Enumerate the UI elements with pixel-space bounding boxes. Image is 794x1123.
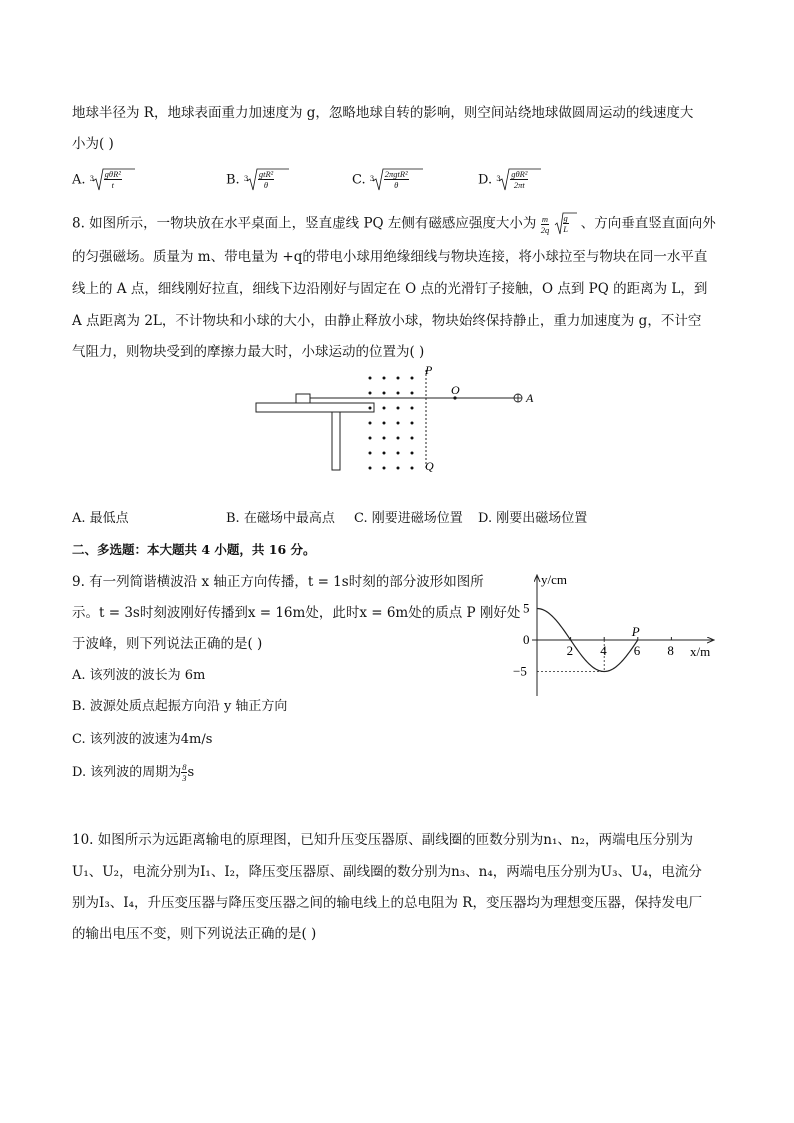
x-axis-label: x/m bbox=[690, 644, 711, 659]
radical-sign bbox=[554, 210, 578, 238]
field-dot bbox=[369, 392, 372, 395]
q8-option-d[interactable]: D. 刚要出磁场位置 bbox=[478, 511, 588, 526]
field-dot bbox=[411, 437, 414, 440]
field-dot bbox=[411, 407, 414, 410]
radical-sign bbox=[244, 166, 290, 194]
fraction-numerator: gθR² bbox=[511, 169, 528, 179]
q7-line-1: 地球半径为 R，地球表面重力加速度为 g，忽略地球自转的影响，则空间站绕地球做圆周运动的线速度大 bbox=[72, 105, 694, 121]
field-dot bbox=[369, 452, 372, 455]
unit: s bbox=[187, 765, 195, 780]
field-dot bbox=[397, 452, 400, 455]
field-dot bbox=[397, 467, 400, 470]
label-a: A bbox=[526, 391, 534, 405]
fraction-denominator: θ bbox=[394, 180, 399, 190]
option-label: A. bbox=[72, 172, 86, 188]
field-dot bbox=[383, 392, 386, 395]
label-p: P bbox=[425, 363, 433, 377]
field-dot bbox=[397, 407, 400, 410]
option-label: B. bbox=[226, 172, 240, 188]
fraction-numerator: m bbox=[541, 213, 549, 224]
field-dot bbox=[397, 377, 400, 380]
table-top bbox=[256, 403, 374, 412]
field-dot bbox=[369, 437, 372, 440]
q8-line-2: 的匀强磁场。质量为 m、带电量为 +q的带电小球用绝缘细线与物块连接，将小球拉至与物块在同一水平直 bbox=[72, 249, 708, 265]
field-dot bbox=[383, 437, 386, 440]
label-q: Q bbox=[425, 459, 434, 473]
q7-option-d[interactable] bbox=[478, 166, 554, 194]
field-fraction bbox=[541, 214, 550, 235]
fraction-numerator: gtR² bbox=[258, 169, 274, 179]
q9-option-d[interactable] bbox=[72, 762, 194, 783]
field-dot bbox=[369, 422, 372, 425]
field-dot bbox=[383, 452, 386, 455]
x-tick-label: 4 bbox=[600, 643, 607, 658]
q9-line-3: 于波峰，则下列说法正确的是( ) bbox=[72, 636, 263, 652]
q9-option-c[interactable]: C. 该列波的波速为4m/s bbox=[72, 732, 213, 747]
label-o: O bbox=[451, 383, 460, 397]
q8-magnetic-field-figure bbox=[250, 360, 550, 480]
radical-sign bbox=[496, 166, 542, 194]
q7-line-2: 小为( ) bbox=[72, 136, 114, 152]
q9-line-1: 9. 有一列简谐横波沿 x 轴正方向传播，t = 1s时刻的部分波形如图所 bbox=[72, 574, 484, 590]
field-dot bbox=[397, 437, 400, 440]
y-axis-label: y/cm bbox=[541, 572, 567, 587]
option-label: D. bbox=[478, 172, 493, 188]
q8-line-1-text: 8. 如图所示，一物块放在水平桌面上，竖直虚线 PQ 左侧有磁感应强度大小为 bbox=[72, 215, 537, 232]
y-tick-label: 5 bbox=[523, 600, 530, 616]
cube-root bbox=[244, 166, 302, 194]
option-text: D. 该列波的周期为 bbox=[72, 765, 182, 780]
table-leg bbox=[332, 412, 340, 470]
fraction-denominator: θ bbox=[263, 180, 269, 190]
field-dot bbox=[383, 407, 386, 410]
cube-root bbox=[370, 166, 436, 194]
field-dot bbox=[411, 392, 414, 395]
q10-line-1: 10. 如图所示为远距离输电的原理图，已知升压变压器原、副线圈的匝数分别为n₁、n₂，两端电压分别为 bbox=[72, 832, 693, 848]
q8-line-1-text-end: 、方向垂直竖直面向外 bbox=[580, 215, 716, 232]
field-dot bbox=[383, 377, 386, 380]
field-dot bbox=[397, 392, 400, 395]
magnetic-field-dots bbox=[369, 377, 414, 470]
fraction-denominator: 2q bbox=[540, 224, 550, 235]
q10-line-4: 的输出电压不变，则下列说法正确的是( ) bbox=[72, 926, 317, 942]
x-tick-label: 6 bbox=[633, 643, 641, 658]
field-dot bbox=[411, 452, 414, 455]
y-tick-label: 0 bbox=[523, 632, 530, 647]
q7-option-b[interactable] bbox=[226, 166, 302, 194]
fraction-denominator: L bbox=[563, 224, 568, 234]
section-header-multiple-choice: 二、多选题：本大题共 4 小题，共 16 分。 bbox=[72, 542, 316, 557]
root-index: 3 bbox=[89, 175, 95, 183]
q9-option-b[interactable]: B. 波源处质点起振方向沿 y 轴正方向 bbox=[72, 699, 288, 714]
option-label: C. bbox=[352, 172, 366, 188]
fraction-numerator: 8 bbox=[182, 762, 187, 772]
fraction-numerator: gθR² bbox=[104, 169, 121, 179]
field-dot bbox=[411, 467, 414, 470]
wave-graph bbox=[510, 568, 730, 708]
fraction-numerator: 2πgtR² bbox=[384, 169, 408, 179]
q10-line-3: 别为I₃、I₄，升压变压器与降压变压器之间的输电线上的总电阻为 R，变压器均为理想变压器，保持发电厂 bbox=[72, 895, 702, 911]
point-p-label: P bbox=[631, 624, 640, 639]
x-tick-label: 2 bbox=[566, 643, 574, 658]
field-dot bbox=[369, 467, 372, 470]
fraction-denominator: t bbox=[111, 180, 114, 190]
q10-line-2: U₁、U₂，电流分别为I₁、I₂，降压变压器原、副线圈的数分别为n₃、n₄，两端电压分别为U₃、U₄，电流分 bbox=[72, 864, 702, 880]
field-dot bbox=[411, 377, 414, 380]
q7-option-a[interactable] bbox=[72, 166, 148, 194]
y-tick-label: −5 bbox=[513, 663, 527, 679]
q9-option-a[interactable]: A. 该列波的波长为 6m bbox=[72, 668, 206, 683]
field-dot bbox=[383, 422, 386, 425]
x-tick-label: 8 bbox=[667, 643, 674, 658]
q8-line-4: A 点距离为 2L，不计物块和小球的大小，由静止释放小球，物块始终保持静止，重力加速度为 g，不计空 bbox=[72, 313, 702, 329]
field-dot bbox=[411, 422, 414, 425]
field-dot bbox=[383, 467, 386, 470]
q7-option-c[interactable] bbox=[352, 166, 436, 194]
fraction-denominator: 3 bbox=[182, 773, 187, 783]
root-index: 3 bbox=[369, 175, 375, 183]
radical-sign bbox=[370, 166, 424, 194]
square-root bbox=[554, 210, 577, 238]
cube-root bbox=[90, 166, 148, 194]
fraction-numerator: g bbox=[563, 213, 568, 223]
field-dot bbox=[369, 407, 372, 410]
q8-line-1 bbox=[72, 210, 716, 238]
q8-option-b[interactable]: B. 在磁场中最高点 bbox=[226, 511, 335, 526]
field-dot bbox=[397, 422, 400, 425]
field-dot bbox=[369, 377, 372, 380]
cube-root bbox=[496, 166, 554, 194]
q8-option-a[interactable]: A. 最低点 bbox=[72, 511, 129, 526]
radical-sign bbox=[90, 166, 136, 194]
q9-line-2: 示。t = 3s时刻波刚好传播到x = 16m处，此时x = 6m处的质点 P 刚好处 bbox=[72, 605, 521, 621]
q8-line-3: 线上的 A 点，细线刚好拉直，细线下边沿刚好与固定在 O 点的光滑钉子接触，O 点到 PQ 的距离为 L，到 bbox=[72, 281, 708, 297]
q8-option-c[interactable]: C. 刚要进磁场位置 bbox=[354, 511, 463, 526]
q8-line-5: 气阻力，则物块受到的摩擦力最大时，小球运动的位置为( ) bbox=[72, 344, 425, 360]
block bbox=[296, 394, 310, 403]
root-index: 3 bbox=[496, 175, 501, 183]
root-index: 3 bbox=[243, 175, 249, 183]
fraction-denominator: 2πt bbox=[513, 180, 525, 190]
